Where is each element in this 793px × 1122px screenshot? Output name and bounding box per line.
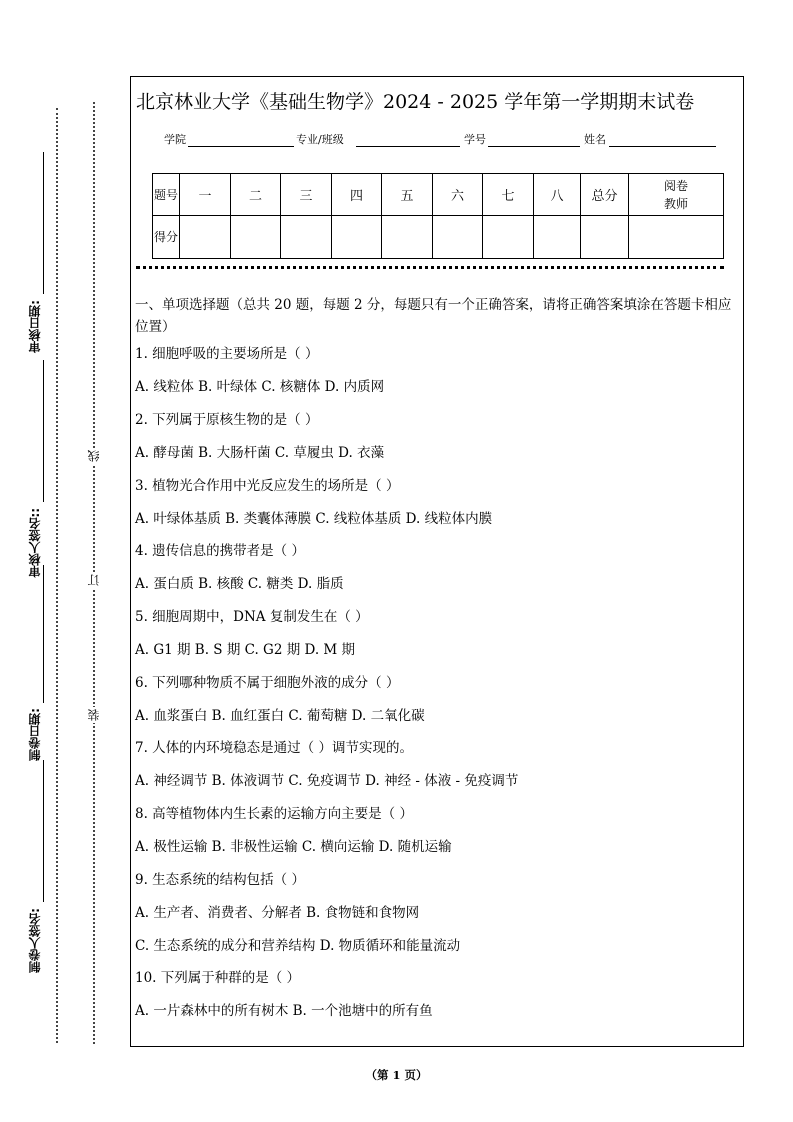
exam-title: 北京林业大学《基础生物学》2024 - 2025 学年第一学期期末试卷 [136, 91, 695, 113]
question-1-options: A. 线粒体 B. 叶绿体 C. 核糖体 D. 内质网 [135, 379, 385, 395]
score-table-col-2: 二 [231, 174, 281, 216]
score-table-col-grader: 阅卷教师 [629, 174, 724, 216]
preparer-signature-label: 制卷人签名: [28, 908, 42, 973]
question-6-stem: 6. 下列哪种物质不属于细胞外液的成分（ ） [135, 675, 400, 691]
score-cell-6[interactable] [433, 216, 483, 259]
binding-dotted-line [56, 108, 58, 1043]
score-table-col-8: 八 [534, 174, 581, 216]
question-4-stem: 4. 遗传信息的携带者是（ ） [135, 543, 305, 559]
score-cell-8[interactable] [534, 216, 581, 259]
question-9-stem: 9. 生态系统的结构包括（ ） [135, 872, 305, 888]
college-field[interactable] [188, 146, 294, 147]
preparer-signature-line [43, 760, 44, 902]
score-cell-1[interactable] [180, 216, 231, 259]
question-9-options: A. 生产者、消费者、分解者 B. 食物链和食物网 [135, 905, 420, 921]
score-table-row-label-number: 题号 [153, 174, 180, 216]
score-cell-5[interactable] [382, 216, 433, 259]
question-7-stem: 7. 人体的内环境稳态是通过（ ）调节实现的。 [135, 740, 413, 756]
bind-word-order: 订 [87, 574, 101, 586]
question-10-options: A. 一片森林中的所有树木 B. 一个池塘中的所有鱼 [135, 1003, 433, 1019]
question-3-options: A. 叶绿体基质 B. 类囊体薄膜 C. 线粒体基质 D. 线粒体内膜 [135, 511, 493, 527]
score-cell-7[interactable] [483, 216, 534, 259]
question-2-options: A. 酵母菌 B. 大肠杆菌 C. 草履虫 D. 衣藻 [135, 445, 385, 461]
prepare-date-label: 制卷日期: [28, 708, 42, 761]
question-7-options: A. 神经调节 B. 体液调节 C. 免疫调节 D. 神经 - 体液 - 免疫调节 [135, 773, 519, 789]
score-cell-2[interactable] [231, 216, 281, 259]
page-number: （第 1 页） [365, 1068, 428, 1082]
question-8-stem: 8. 高等植物体内生长素的运输方向主要是（ ） [135, 806, 413, 822]
major-class-field[interactable] [356, 146, 460, 147]
question-6-options: A. 血浆蛋白 B. 血红蛋白 C. 葡萄糖 D. 二氧化碳 [135, 708, 425, 724]
question-10-stem: 10. 下列属于种群的是（ ） [135, 970, 301, 986]
review-date-label: 审核日期: [28, 300, 42, 353]
score-cell-4[interactable] [332, 216, 382, 259]
question-8-options: A. 极性运输 B. 非极性运输 C. 横向运输 D. 随机运输 [135, 839, 452, 855]
question-2-stem: 2. 下列属于原核生物的是（ ） [135, 412, 319, 428]
score-table-col-4: 四 [332, 174, 382, 216]
score-table-row-label-score: 得分 [153, 216, 180, 259]
score-cell-3[interactable] [281, 216, 332, 259]
score-table-col-total: 总分 [581, 174, 629, 216]
major-class-label: 专业/班级 [296, 133, 344, 146]
name-label: 姓名 [584, 133, 606, 146]
reviewer-signature-label: 审核人签名:: [28, 508, 42, 578]
student-id-label: 学号 [464, 133, 486, 146]
review-date-line [43, 152, 44, 294]
student-id-field[interactable] [488, 146, 580, 147]
question-5-options: A. G1 期 B. S 期 C. G2 期 D. M 期 [135, 642, 356, 658]
name-field[interactable] [609, 146, 716, 147]
question-9-options-cont: C. 生态系统的成分和营养结构 D. 物质循环和能量流动 [135, 938, 461, 954]
score-cell-total[interactable] [581, 216, 629, 259]
reviewer-signature-line [43, 360, 44, 502]
bind-word-line: 线 [87, 450, 101, 462]
score-table [152, 173, 724, 259]
score-table-col-7: 七 [483, 174, 534, 216]
question-5-stem: 5. 细胞周期中，DNA 复制发生在（ ） [135, 609, 369, 625]
prepare-date-line [43, 565, 44, 703]
header-separator [136, 266, 724, 269]
bind-word-mount: 装 [87, 709, 101, 721]
score-table-col-6: 六 [433, 174, 483, 216]
section-1-title: 一、单项选择题（总共 20 题，每题 2 分，每题只有一个正确答案，请将正确答案填涂在答题卡相应位置） [135, 297, 732, 335]
score-table-col-3: 三 [281, 174, 332, 216]
score-table-col-1: 一 [180, 174, 231, 216]
question-4-options: A. 蛋白质 B. 核酸 C. 糖类 D. 脂质 [135, 576, 344, 592]
question-3-stem: 3. 植物光合作用中光反应发生的场所是（ ） [135, 478, 400, 494]
college-label: 学院 [164, 133, 186, 146]
score-cell-grader[interactable] [629, 216, 724, 259]
question-1-stem: 1. 细胞呼吸的主要场所是（ ） [135, 346, 319, 362]
score-table-col-5: 五 [382, 174, 433, 216]
